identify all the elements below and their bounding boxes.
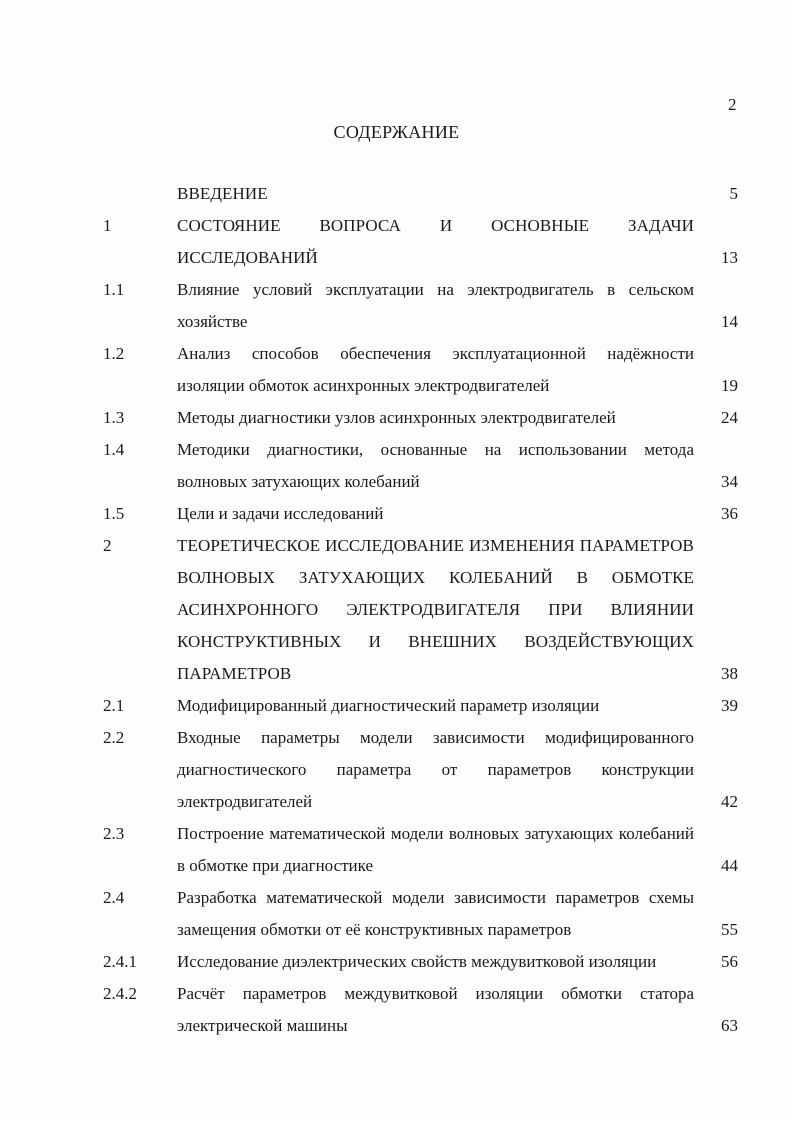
toc-entry bbox=[0, 210, 793, 274]
toc-entry bbox=[0, 690, 793, 722]
toc-entry-number: 2.2 bbox=[103, 728, 125, 747]
toc-entry-page: 55 bbox=[721, 920, 738, 939]
toc-entry-number: 1.5 bbox=[103, 504, 125, 523]
toc-entry bbox=[0, 722, 793, 818]
toc-entry-title: ВВЕДЕНИЕ bbox=[177, 184, 268, 203]
toc-entry bbox=[0, 530, 793, 690]
toc-entry-page: 13 bbox=[721, 248, 738, 267]
toc-entry-number: 2.3 bbox=[103, 824, 125, 843]
toc-entry-number: 2.4.1 bbox=[103, 952, 137, 971]
toc-entry bbox=[0, 434, 793, 498]
toc-title: СОДЕРЖАНИЕ bbox=[333, 122, 460, 142]
toc-entry bbox=[0, 978, 793, 1042]
toc-entry-page: 42 bbox=[721, 792, 738, 811]
toc-entry bbox=[0, 882, 793, 946]
toc-entry-page: 44 bbox=[721, 856, 738, 875]
toc-entry-page: 24 bbox=[721, 408, 738, 427]
toc-entry-title: Расчёт параметров междувитковой изоляции обмотки статора электрической машины bbox=[177, 984, 694, 1035]
table-of-contents bbox=[0, 178, 793, 1042]
toc-entry-page: 19 bbox=[721, 376, 738, 395]
toc-entry-page: 38 bbox=[721, 664, 738, 683]
toc-entry-title: Влияние условий эксплуатации на электродвигатель в сельском хозяйстве bbox=[177, 280, 694, 331]
toc-entry-number: 1.2 bbox=[103, 344, 125, 363]
toc-entry bbox=[0, 498, 793, 530]
toc-entry-title: Модифицированный диагностический параметр изоляции bbox=[177, 696, 600, 715]
toc-entry-title: Построение математической модели волновых затухающих колебаний в обмотке при диагностике bbox=[177, 824, 694, 875]
toc-entry-number: 2 bbox=[103, 536, 112, 555]
toc-entry bbox=[0, 818, 793, 882]
toc-entry-title: Методики диагностики, основанные на использовании метода волновых затухающих колебаний bbox=[177, 440, 694, 491]
toc-entry-page: 63 bbox=[721, 1016, 738, 1035]
toc-entry-title: Методы диагностики узлов асинхронных электродвигателей bbox=[177, 408, 616, 427]
page-number: 2 bbox=[728, 95, 737, 114]
toc-entry-title: Разработка математической модели зависимости параметров схемы замещения обмотки от её конструктивных параметров bbox=[177, 888, 694, 939]
toc-entry-title: Исследование диэлектрических свойств междувитковой изоляции bbox=[177, 952, 657, 971]
toc-entry-title: ТЕОРЕТИЧЕСКОЕ ИССЛЕДОВАНИЕ ИЗМЕНЕНИЯ ПАРАМЕТРОВ ВОЛНОВЫХ ЗАТУХАЮЩИХ КОЛЕБАНИЙ В ОБМОТКЕ АСИНХРОННОГО ЭЛЕКТРОДВИГАТЕЛЯ ПРИ ВЛИЯНИИ КОНСТРУКТИВНЫХ И ВНЕШНИХ ВОЗДЕЙСТВУЮЩИХ ПАРАМЕТРОВ bbox=[177, 536, 694, 683]
toc-entry bbox=[0, 402, 793, 434]
toc-entry bbox=[0, 274, 793, 338]
toc-entry-number: 2.1 bbox=[103, 696, 125, 715]
toc-entry-title: Цели и задачи исследований bbox=[177, 504, 384, 523]
toc-entry-page: 36 bbox=[721, 504, 738, 523]
toc-entry-number: 2.4.2 bbox=[103, 984, 137, 1003]
toc-entry-title: СОСТОЯНИЕ ВОПРОСА И ОСНОВНЫЕ ЗАДАЧИ ИССЛЕДОВАНИЙ bbox=[177, 216, 694, 267]
toc-entry-number: 1 bbox=[103, 216, 112, 235]
toc-entry bbox=[0, 946, 793, 978]
toc-entry-number: 1.3 bbox=[103, 408, 125, 427]
toc-entry-title: Входные параметры модели зависимости модифицированного диагностического параметра от параметров конструкции электродвигателей bbox=[177, 728, 694, 811]
toc-entry-title: Анализ способов обеспечения эксплуатационной надёжности изоляции обмоток асинхронных электродвигателей bbox=[177, 344, 694, 395]
toc-entry bbox=[0, 178, 793, 210]
toc-entry-page: 39 bbox=[721, 696, 738, 715]
toc-entry-page: 5 bbox=[729, 184, 738, 203]
toc-entry-page: 14 bbox=[721, 312, 738, 331]
toc-entry-number: 1.4 bbox=[103, 440, 125, 459]
toc-entry-number: 2.4 bbox=[103, 888, 125, 907]
toc-entry-page: 56 bbox=[721, 952, 738, 971]
toc-entry-number: 1.1 bbox=[103, 280, 125, 299]
toc-entry-page: 34 bbox=[721, 472, 738, 491]
toc-entry bbox=[0, 338, 793, 402]
